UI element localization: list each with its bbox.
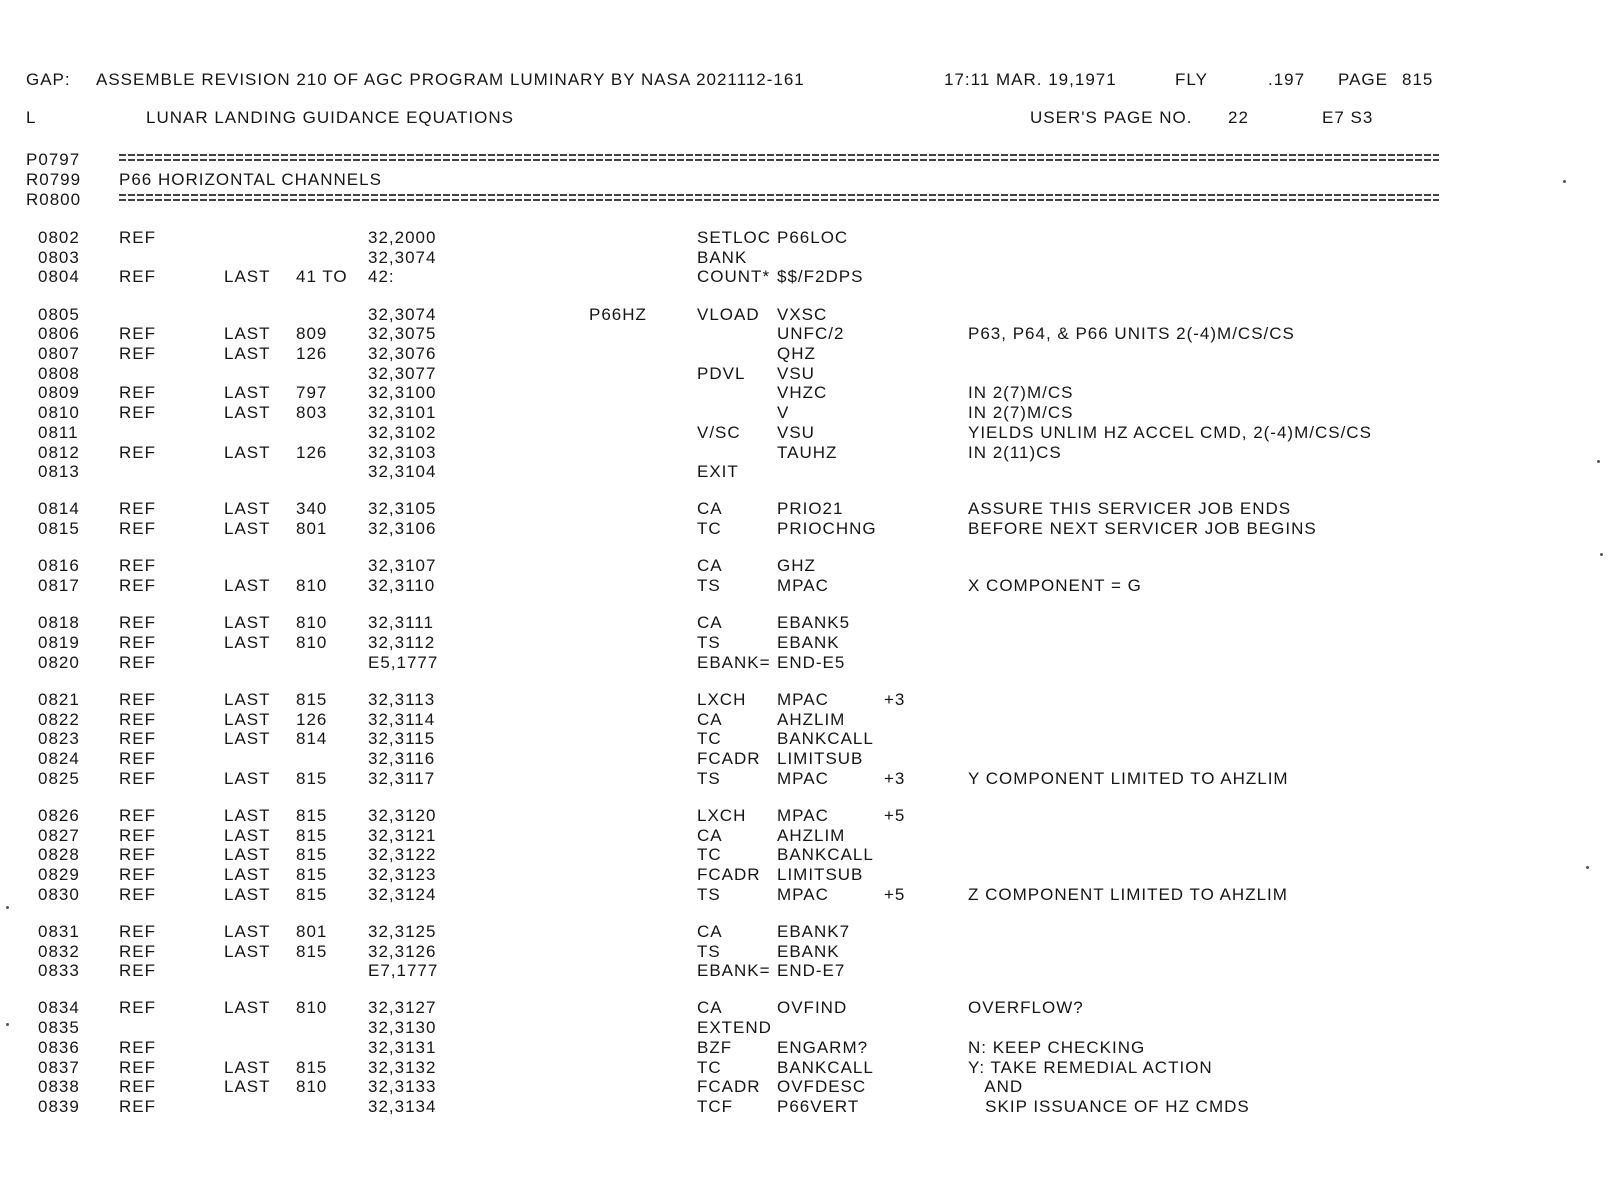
listing-ref: REF: [119, 825, 156, 845]
scan-speck: [1586, 866, 1589, 869]
listing-lastnum: 810: [296, 1077, 328, 1097]
listing-ln: 0837: [38, 1057, 80, 1077]
listing-addr: 32,3077: [368, 363, 437, 383]
listing-comment: OVERFLOW?: [968, 998, 1084, 1018]
listing-last: LAST: [224, 403, 271, 423]
users-page-number: 22: [1228, 108, 1249, 127]
listing-lastnum: 815: [296, 768, 328, 788]
listing-lastnum: 809: [296, 324, 328, 344]
listing-op: TC: [697, 729, 722, 749]
listing-last: LAST: [224, 1057, 271, 1077]
listing-lastnum: 797: [296, 383, 328, 403]
listing-ln: 0828: [38, 845, 80, 865]
listing-operand: BANKCALL: [777, 729, 874, 749]
listing-addr: 32,3125: [368, 921, 437, 941]
listing-op: TS: [697, 941, 721, 961]
listing-comment: X COMPONENT = G: [968, 576, 1142, 595]
listing-lastnum: 815: [296, 1057, 328, 1077]
listing-operand: EBANK: [777, 632, 840, 652]
listing-comment: P63, P64, & P66 UNITS 2(-4)M/CS/CS: [968, 324, 1295, 344]
scan-speck: [1563, 180, 1566, 183]
listing-op: EXTEND: [697, 1018, 772, 1038]
listing-addr: 32,3103: [368, 442, 437, 462]
listing-operand: BANKCALL: [777, 845, 874, 865]
listing-op: FCADR: [697, 1077, 761, 1097]
listing-addr: 32,3110: [368, 576, 436, 595]
listing-operand: EBANK: [777, 941, 840, 961]
listing-operand: QHZ: [777, 344, 816, 363]
listing-ref: REF: [119, 499, 156, 519]
listing-lastnum: 815: [296, 689, 328, 709]
listing-operand: ENGARM?: [777, 1037, 869, 1057]
listing-ln: 0824: [38, 748, 80, 768]
listing-last: LAST: [224, 921, 271, 941]
listing-ref: REF: [119, 1037, 156, 1057]
listing-comment: Y COMPONENT LIMITED TO AHZLIM: [968, 768, 1289, 788]
listing-comment: BEFORE NEXT SERVICER JOB BEGINS: [968, 519, 1317, 539]
listing-op: BZF: [697, 1037, 733, 1057]
listing-ref: REF: [119, 1077, 156, 1097]
listing-ref: REF: [119, 845, 156, 865]
listing-last: LAST: [224, 768, 271, 788]
listing-op: CA: [697, 921, 723, 941]
listing-last: LAST: [224, 632, 271, 652]
listing-addr: 32,3100: [368, 383, 437, 403]
listing-ref: REF: [119, 921, 156, 941]
page-number: 815: [1402, 70, 1434, 89]
listing-operand: END-E5: [777, 652, 846, 672]
listing-label: P66HZ: [589, 304, 647, 324]
banner-id: R0800: [26, 190, 82, 209]
listing-ln: 0833: [38, 961, 80, 981]
listing-mod: +5: [884, 884, 906, 904]
listing-operand: MPAC: [777, 576, 829, 595]
listing-ln: 0805: [38, 304, 80, 324]
listing-ref: REF: [119, 864, 156, 884]
listing-ln: 0835: [38, 1018, 80, 1038]
listing-last: LAST: [224, 267, 271, 287]
listing-lastnum: 810: [296, 998, 328, 1018]
subheader-line: [0, 108, 1374, 128]
listing-op: CA: [697, 709, 723, 729]
listing-lastnum: 814: [296, 729, 328, 749]
listing-addr: 32,3102: [368, 422, 437, 442]
listing-ref: REF: [119, 998, 156, 1018]
listing-op: TS: [697, 884, 721, 904]
listing-ref: REF: [119, 228, 156, 247]
listing-ln: 0839: [38, 1096, 80, 1116]
assembly-timestamp: 17:11 MAR. 19,1971: [944, 70, 1117, 89]
scan-speck: [6, 906, 9, 909]
listing-ref: REF: [119, 632, 156, 652]
listing-last: LAST: [224, 825, 271, 845]
listing-op: CA: [697, 499, 723, 519]
listing-ln: 0809: [38, 383, 80, 403]
listing-comment: SKIP ISSUANCE OF HZ CMDS: [968, 1096, 1250, 1116]
listing-ln: 0817: [38, 576, 80, 595]
listing-last: LAST: [224, 884, 271, 904]
listing-op: CA: [697, 613, 723, 633]
listing-op: SETLOC: [697, 228, 772, 247]
listing-addr: 32,3123: [368, 864, 437, 884]
listing-lastnum: 815: [296, 805, 328, 825]
listing-operand: LIMITSUB: [777, 864, 864, 884]
section-title: LUNAR LANDING GUIDANCE EQUATIONS: [146, 108, 514, 127]
bank-code: E7 S3: [1322, 108, 1374, 127]
header-line: [0, 70, 1434, 90]
listing-addr: 32,3133: [368, 1077, 437, 1097]
listing-ln: 0806: [38, 324, 80, 344]
listing-last: LAST: [224, 729, 271, 749]
listing-op: EBANK=: [697, 652, 771, 672]
listing-lastnum: 810: [296, 576, 328, 595]
listing-ref: REF: [119, 729, 156, 749]
listing-lastnum: 340: [296, 499, 328, 519]
listing-last: LAST: [224, 324, 271, 344]
listing-operand: MPAC: [777, 805, 829, 825]
listing-operand: EBANK7: [777, 921, 851, 941]
listing-last: LAST: [224, 845, 271, 865]
listing-op: TS: [697, 632, 721, 652]
gap-label: GAP:: [26, 70, 71, 89]
listing-addr: 32,3127: [368, 998, 437, 1018]
listing-op: LXCH: [697, 805, 747, 825]
listing-addr: 32,3074: [368, 304, 437, 324]
listing-comment: IN 2(7)M/CS: [968, 383, 1074, 403]
listing-mod: +3: [884, 768, 906, 788]
listing-last: LAST: [224, 1077, 271, 1097]
listing-last: LAST: [224, 576, 271, 595]
listing-operand: OVFIND: [777, 998, 848, 1018]
listing-op: COUNT*: [697, 267, 771, 287]
listing-comment: AND: [968, 1077, 1024, 1097]
listing-lastnum: 815: [296, 941, 328, 961]
listing-ref: REF: [119, 383, 156, 403]
listing-operand: BANKCALL: [777, 1057, 874, 1077]
listing-last: LAST: [224, 613, 271, 633]
listing-addr: 32,3074: [368, 247, 437, 267]
listing-operand: TAUHZ: [777, 442, 838, 462]
listing-op: EBANK=: [697, 961, 771, 981]
listing-addr: 32,3121: [368, 825, 437, 845]
listing-ln: 0834: [38, 998, 80, 1018]
listing-last: LAST: [224, 805, 271, 825]
listing-addr: 32,3111: [368, 613, 434, 633]
listing-addr: 32,3107: [368, 556, 437, 576]
listing-ref: REF: [119, 689, 156, 709]
listing-operand: OVFDESC: [777, 1077, 867, 1097]
listing-ref: REF: [119, 442, 156, 462]
assembly-title: ASSEMBLE REVISION 210 OF AGC PROGRAM LUMINARY BY NASA 2021112-161: [96, 70, 805, 89]
scan-speck: [6, 1023, 9, 1026]
listing-ref: REF: [119, 267, 156, 287]
listing-op: FCADR: [697, 748, 761, 768]
listing-op: BANK: [697, 247, 748, 267]
listing-ln: 0803: [38, 247, 80, 267]
listing-op: LXCH: [697, 689, 747, 709]
listing-comment: IN 2(11)CS: [968, 442, 1062, 462]
listing-addr: 32,3106: [368, 519, 437, 539]
listing-ln: 0804: [38, 267, 80, 287]
banner-id: R0799: [26, 170, 82, 189]
listing-lastnum: 810: [296, 613, 328, 633]
listing-ref: REF: [119, 652, 156, 672]
banner-title: P66 HORIZONTAL CHANNELS: [119, 170, 382, 189]
listing-operand: END-E7: [777, 961, 846, 981]
listing-comment: YIELDS UNLIM HZ ACCEL CMD, 2(-4)M/CS/CS: [968, 422, 1372, 442]
listing-ref: REF: [119, 576, 156, 595]
listing-ref: REF: [119, 805, 156, 825]
listing-op: TC: [697, 845, 722, 865]
listing-addr: 32,3113: [368, 689, 436, 709]
l-label: L: [26, 108, 37, 127]
listing-mod: +5: [884, 805, 906, 825]
listing-lastnum: 126: [296, 709, 328, 729]
listing-op: TS: [697, 576, 721, 595]
listing-lastnum: 815: [296, 884, 328, 904]
listing-ln: 0816: [38, 556, 80, 576]
listing-ln: 0807: [38, 344, 80, 363]
listing-last: LAST: [224, 519, 271, 539]
listing-addr: 32,3120: [368, 805, 437, 825]
listing-addr: 32,3105: [368, 499, 437, 519]
listing-ln: 0830: [38, 884, 80, 904]
listing-addr: 32,3115: [368, 729, 436, 749]
listing-ref: REF: [119, 709, 156, 729]
code-label: .197: [1268, 70, 1306, 89]
listing-addr: 32,2000: [368, 228, 437, 247]
listing-addr: E7,1777: [368, 961, 439, 981]
listing-operand: MPAC: [777, 689, 829, 709]
listing-op: PDVL: [697, 363, 746, 383]
listing-ln: 0815: [38, 519, 80, 539]
listing-operand: GHZ: [777, 556, 816, 576]
listing-ln: 0836: [38, 1037, 80, 1057]
listing-ln: 0808: [38, 363, 80, 383]
listing-ref: REF: [119, 748, 156, 768]
listing-op: TC: [697, 1057, 722, 1077]
listing-ln: 0810: [38, 403, 80, 423]
listing-addr: 42:: [368, 267, 395, 287]
listing-last: LAST: [224, 499, 271, 519]
banner-row: [0, 150, 81, 170]
listing-operand: VHZC: [777, 383, 828, 403]
listing-addr: 32,3104: [368, 462, 437, 482]
listing-ln: 0813: [38, 462, 80, 482]
listing-lastnum: 126: [296, 344, 328, 363]
listing-op: EXIT: [697, 462, 739, 482]
listing-lastnum: 41 TO: [296, 267, 348, 287]
listing-operand: PRIO21: [777, 499, 844, 519]
listing-lastnum: 815: [296, 864, 328, 884]
listing-addr: 32,3075: [368, 324, 437, 344]
listing-ref: REF: [119, 884, 156, 904]
listing-ln: 0819: [38, 632, 80, 652]
listing-op: FCADR: [697, 864, 761, 884]
listing-operand: VXSC: [777, 304, 828, 324]
users-page-label: USER'S PAGE NO.: [1030, 108, 1193, 127]
listing-last: LAST: [224, 442, 271, 462]
listing-operand: PRIOCHNG: [777, 519, 877, 539]
listing-lastnum: 810: [296, 632, 328, 652]
listing-addr: 32,3112: [368, 632, 436, 652]
listing-ln: 0812: [38, 442, 80, 462]
listing-addr: 32,3114: [368, 709, 436, 729]
listing-ref: REF: [119, 613, 156, 633]
listing-ln: 0820: [38, 652, 80, 672]
listing-op: TS: [697, 768, 721, 788]
listing-ref: REF: [119, 519, 156, 539]
listing-ref: REF: [119, 556, 156, 576]
fly-label: FLY: [1175, 70, 1208, 89]
listing-operand: AHZLIM: [777, 825, 846, 845]
listing-last: LAST: [224, 689, 271, 709]
listing-ln: 0827: [38, 825, 80, 845]
listing-addr: 32,3117: [368, 768, 436, 788]
listing-lastnum: 803: [296, 403, 328, 423]
listing-mod: +3: [884, 689, 906, 709]
listing-operand: UNFC/2: [777, 324, 845, 344]
listing-ref: REF: [119, 1096, 156, 1116]
listing-ln: 0825: [38, 768, 80, 788]
listing-ln: 0818: [38, 613, 80, 633]
listing-operand: $$/F2DPS: [777, 267, 864, 287]
listing-addr: 32,3076: [368, 344, 437, 363]
listing-ln: 0822: [38, 709, 80, 729]
listing-comment: ASSURE THIS SERVICER JOB ENDS: [968, 499, 1292, 519]
listing-ln: 0829: [38, 864, 80, 884]
listing-addr: 32,3122: [368, 845, 437, 865]
listing-last: LAST: [224, 941, 271, 961]
listing-operand: VSU: [777, 422, 815, 442]
scan-speck: [1597, 460, 1600, 463]
listing-ln: 0811: [38, 422, 79, 442]
page-label: PAGE: [1338, 70, 1388, 89]
listing-operand: AHZLIM: [777, 709, 846, 729]
listing-comment: N: KEEP CHECKING: [968, 1037, 1146, 1057]
listing-lastnum: 801: [296, 519, 328, 539]
listing-last: LAST: [224, 864, 271, 884]
listing-comment: IN 2(7)M/CS: [968, 403, 1074, 423]
listing-ln: 0826: [38, 805, 80, 825]
listing-ref: REF: [119, 1057, 156, 1077]
listing-comment: Y: TAKE REMEDIAL ACTION: [968, 1057, 1213, 1077]
listing-op: CA: [697, 556, 723, 576]
listing-op: V/SC: [697, 422, 741, 442]
listing-op: VLOAD: [697, 304, 760, 324]
listing-operand: VSU: [777, 363, 815, 383]
listing-last: LAST: [224, 383, 271, 403]
listing-ref: REF: [119, 344, 156, 363]
listing-ref: REF: [119, 941, 156, 961]
listing-op: TC: [697, 519, 722, 539]
listing-ln: 0831: [38, 921, 80, 941]
listing-operand: EBANK5: [777, 613, 851, 633]
listing-op: CA: [697, 825, 723, 845]
listing-addr: 32,3124: [368, 884, 437, 904]
listing-operand: V: [777, 403, 790, 423]
listing-operand: P66VERT: [777, 1096, 860, 1116]
listing-lastnum: 815: [296, 825, 328, 845]
listing-ln: 0838: [38, 1077, 80, 1097]
listing-last: LAST: [224, 998, 271, 1018]
listing-operand: P66LOC: [777, 228, 849, 247]
listing-addr: 32,3134: [368, 1096, 437, 1116]
listing-ln: 0823: [38, 729, 80, 749]
listing-ref: REF: [119, 324, 156, 344]
listing-op: CA: [697, 998, 723, 1018]
listing-ref: REF: [119, 768, 156, 788]
listing-addr: 32,3131: [368, 1037, 437, 1057]
listing-ln: 0802: [38, 228, 80, 247]
listing-operand: MPAC: [777, 884, 829, 904]
rule-divider-top: [119, 154, 1439, 166]
listing-comment: Z COMPONENT LIMITED TO AHZLIM: [968, 884, 1288, 904]
listing-addr: 32,3101: [368, 403, 437, 423]
listing-lastnum: 801: [296, 921, 328, 941]
listing-addr: 32,3126: [368, 941, 437, 961]
listing-addr: 32,3116: [368, 748, 436, 768]
listing-ln: 0832: [38, 941, 80, 961]
listing-op: TCF: [697, 1096, 734, 1116]
listing-ref: REF: [119, 403, 156, 423]
rule-divider-bottom: [119, 194, 1439, 206]
listing-lastnum: 815: [296, 845, 328, 865]
scan-speck: [1600, 553, 1603, 556]
listing-addr: E5,1777: [368, 652, 439, 672]
listing-last: LAST: [224, 709, 271, 729]
banner-row: [0, 190, 82, 210]
listing-addr: 32,3130: [368, 1018, 437, 1038]
listing-last: LAST: [224, 344, 271, 363]
listing-operand: MPAC: [777, 768, 829, 788]
listing-operand: LIMITSUB: [777, 748, 864, 768]
listing-ln: 0814: [38, 499, 80, 519]
listing-ref: REF: [119, 961, 156, 981]
listing-ln: 0821: [38, 689, 80, 709]
listing-addr: 32,3132: [368, 1057, 437, 1077]
listing-lastnum: 126: [296, 442, 328, 462]
banner-id: P0797: [26, 150, 81, 169]
banner-row: [0, 170, 382, 190]
